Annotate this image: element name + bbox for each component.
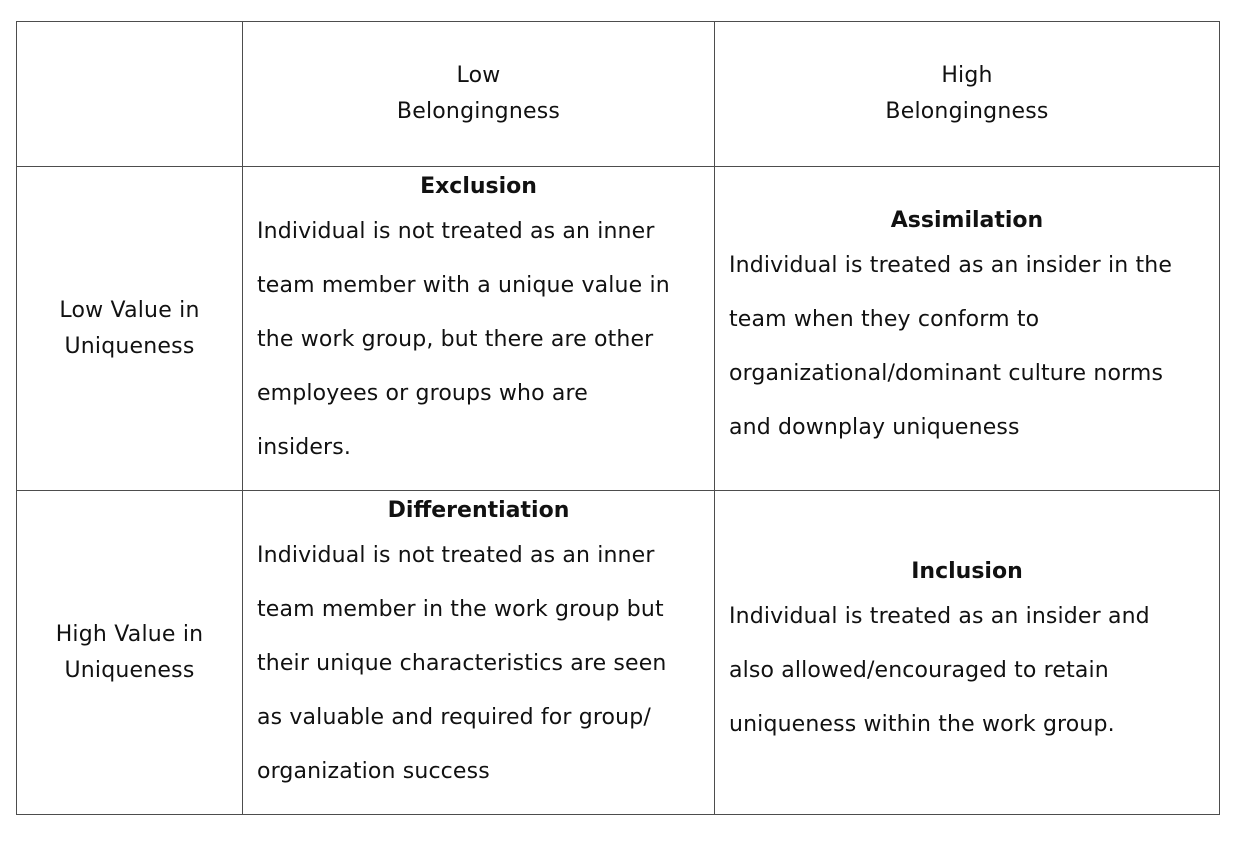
description-line: team when they conform to: [729, 306, 1040, 332]
description-line: the work group, but there are other: [257, 327, 654, 352]
description-line: as valuable and required for group/: [257, 705, 651, 730]
description-line: Individual is not treated as an inner: [257, 543, 655, 568]
column-header-line: High: [941, 63, 993, 88]
cell-description: [729, 239, 1205, 455]
description-line: Individual is not treated as an inner: [257, 219, 655, 244]
cell-description: [257, 529, 700, 799]
row-header-high-value-in-uniqueness: [17, 491, 243, 815]
header-row: [17, 22, 1220, 167]
cell-title: Differentiation: [387, 498, 570, 523]
description-line: also allowed/encouraged to retain: [729, 657, 1109, 683]
description-line: organization success: [257, 759, 490, 784]
description-line: employees or groups who are: [257, 381, 588, 406]
cell-title: Exclusion: [420, 174, 537, 199]
row-header-line: Low Value in: [59, 297, 200, 323]
cell-exclusion: [243, 167, 715, 491]
cell-assimilation: [715, 167, 1220, 491]
cell-description: [257, 205, 700, 475]
description-line: team member in the work group but: [257, 597, 664, 622]
description-line: team member with a unique value in: [257, 273, 670, 298]
row-low-value-in-uniqueness: [17, 167, 1220, 491]
row-high-value-in-uniqueness: [17, 491, 1220, 815]
column-header-line: Belongingness: [396, 99, 561, 124]
description-line: organizational/dominant culture norms: [729, 360, 1164, 386]
description-line: insiders.: [257, 435, 351, 460]
row-header-line: High Value in: [55, 621, 204, 647]
column-header-low-belongingness: [243, 22, 715, 167]
cell-description: [729, 590, 1205, 752]
cell-title: Assimilation: [890, 207, 1044, 233]
description-line: and downplay uniqueness: [729, 414, 1020, 440]
column-header-high-belongingness: [715, 22, 1220, 167]
description-line: their unique characteristics are seen: [257, 651, 667, 676]
description-line: Individual is treated as an insider in the: [729, 252, 1173, 278]
belongingness-uniqueness-matrix: [16, 21, 1220, 815]
cell-title: Inclusion: [911, 558, 1023, 584]
cell-differentiation: [243, 491, 715, 815]
column-header-line: Low: [456, 63, 501, 88]
description-line: Individual is treated as an insider and: [729, 603, 1150, 629]
row-header-line: Uniqueness: [64, 657, 195, 683]
row-header-low-value-in-uniqueness: [17, 167, 243, 491]
cell-inclusion: [715, 491, 1220, 815]
corner-cell: [17, 22, 243, 167]
row-header-line: Uniqueness: [64, 333, 195, 359]
description-line: uniqueness within the work group.: [729, 711, 1115, 737]
column-header-line: Belongingness: [885, 99, 1049, 124]
